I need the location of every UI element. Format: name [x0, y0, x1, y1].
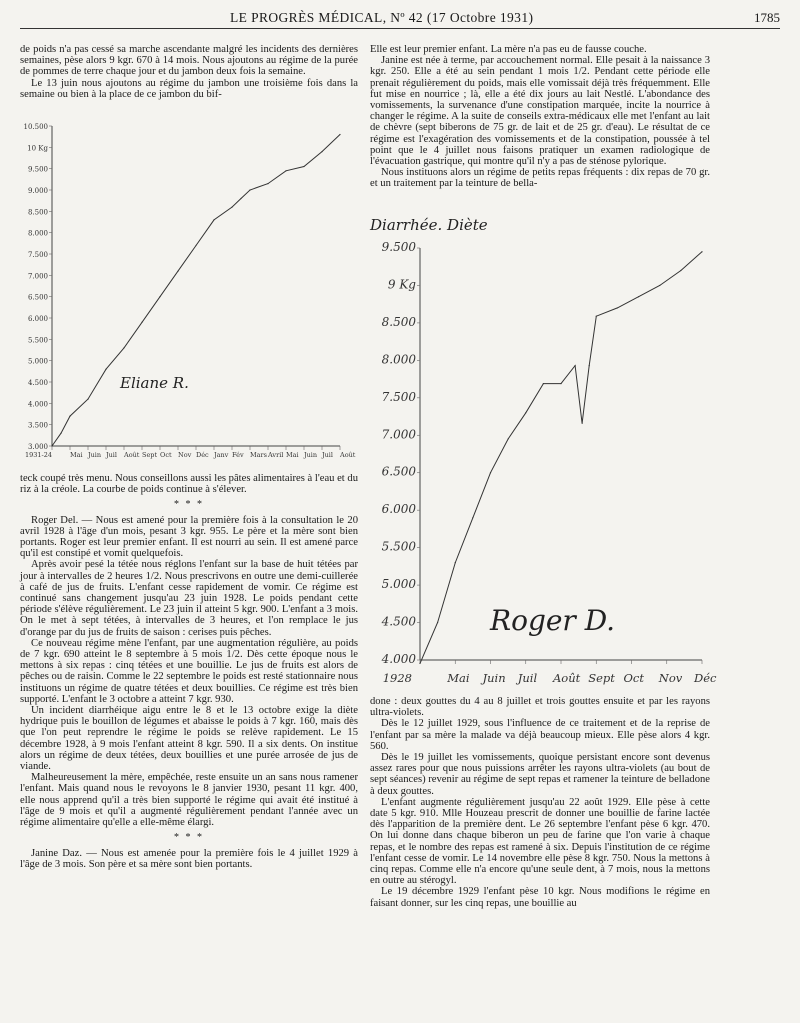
y-tick-label: 5.000 — [27, 357, 48, 366]
paragraph: Un incident diarrhéique aigu entre le 8 et le 13 octobre exige la diète hydrique puis le bouillon de légumes et abaisse le poids à 7 kgr. 160, mais dès que l'on peut reprendre le régime le poids se relève rapidement. Le 15 décembre 1928, à 9 mois l'enfant atteint 8 kgr. 590. Il a six dents. On institue alors un régime de deux tétées, deux bouillies et une purée arrosée de jus de viande. — [20, 705, 358, 773]
weight-curve-line — [420, 252, 702, 664]
weight-point — [525, 412, 526, 413]
y-tick-label: 3.500 — [27, 421, 48, 430]
chart-svg-roger — [370, 216, 717, 692]
y-tick-label: 4.500 — [381, 614, 416, 629]
x-tick-label: Sept — [588, 671, 615, 685]
header-rule — [20, 28, 780, 29]
paragraph: Nous instituons alors un régime de petits repas fréquents : dix repas de 70 gr. et un traitement par la teinture de bella- — [370, 167, 710, 190]
weight-point — [123, 347, 124, 348]
x-tick-label: Juin — [304, 451, 318, 459]
page-number: 1785 — [754, 10, 780, 25]
y-tick-label: 9.000 — [27, 187, 48, 195]
x-tick-label: Mai — [447, 671, 470, 685]
weight-point — [472, 517, 473, 518]
paragraph: done : deux gouttes du 4 au 8 juillet et trois gouttes ensuite et par les rayons ultra-violets. — [370, 696, 710, 719]
x-tick-label: Août — [340, 451, 356, 459]
weight-chart-eliane — [20, 112, 358, 464]
section-separator: * * * — [174, 832, 204, 844]
weight-point — [285, 170, 286, 171]
weight-point — [240, 198, 241, 199]
y-tick-label: 7.000 — [381, 427, 416, 442]
y-tick-label: 8.000 — [381, 352, 416, 367]
x-tick-label: Avril — [268, 451, 284, 459]
paragraph: Malheureusement la mère, empêchée, reste ensuite un an sans nous ramener l'enfant. Mais quand nous le revoyons le 8 janvier 1930, pesant 11 kgr. 400, elle nous apprend qu'il a très bien supporté le régime qui avait été institué à l'âge de 9 mois et qu'il a augmenté régulièrement pendant l'année avec un régime alimentaire qu'elle a elle-même élargi. — [20, 772, 358, 829]
weight-curve-line — [52, 135, 340, 447]
weight-point — [231, 206, 232, 207]
y-tick-label: 5.500 — [381, 539, 416, 554]
weight-point — [177, 270, 178, 271]
patient-label: Eliane R. — [120, 374, 189, 392]
y-tick-label: 10.500 — [23, 123, 48, 131]
weight-point — [560, 383, 561, 384]
weight-point — [543, 383, 544, 384]
x-tick-label: Sept — [142, 451, 158, 459]
x-tick-label: Mars — [250, 451, 267, 459]
paragraph: Le 13 juin nous ajoutons au régime du jambon une troisième fois dans la semaine ou bien à la place de ce jambon du bif- — [20, 77, 358, 100]
running-title: LE PROGRÈS MÉDICAL, Nº 42 (17 Octobre 1931) — [230, 10, 534, 25]
weight-point — [105, 369, 106, 370]
weight-point — [249, 189, 250, 190]
column-left-top — [20, 44, 358, 100]
y-tick-label: 9.500 — [27, 165, 48, 174]
weight-point — [638, 296, 639, 297]
column-right-top — [370, 44, 710, 190]
y-tick-label: 8.500 — [381, 314, 416, 329]
x-tick-label: Mai — [286, 451, 299, 459]
x-tick-label: Juin — [88, 451, 102, 459]
y-tick-label: 5.500 — [27, 336, 48, 345]
y-tick-label: 5.000 — [381, 577, 416, 592]
paragraph: de poids n'a pas cessé sa marche ascendante malgré les incidents des dernières semaines, pèse alors 9 kgr. 670 à 14 mois. Nous ajoutons au régime de la purée de pommes de terre chaque jour et du jambon deux fois la semaine. — [20, 44, 358, 78]
weight-point — [195, 245, 196, 246]
chart-svg-eliane — [20, 112, 358, 464]
x-tick-label: Juin — [482, 671, 506, 685]
weight-point — [69, 416, 70, 417]
x-tick-label: Juil — [517, 671, 538, 685]
y-tick-label: 8.500 — [27, 208, 48, 217]
paragraph: Janine Daz. — Nous est amenée pour la première fois le 4 juillet 1929 à l'âge de 3 mois. Son père et sa mère sont bien portants. — [20, 847, 358, 870]
weight-point — [60, 433, 61, 434]
y-tick-label: 4.500 — [27, 379, 48, 387]
section-separator: * * * — [174, 499, 204, 511]
chart-annotation: Diarrhée. Diète — [370, 216, 488, 234]
y-tick-label: 4.000 — [381, 652, 416, 666]
x-tick-label: Juil — [106, 451, 117, 459]
y-tick-label: 6.500 — [381, 464, 416, 479]
x-tick-label: Nov — [178, 451, 192, 459]
y-tick-label: 8.000 — [27, 229, 48, 238]
x-tick-label: 1931-24 — [24, 451, 52, 459]
weight-point — [419, 663, 420, 664]
y-tick-label: 9 Kg — [387, 277, 416, 292]
x-tick-label: Déc — [694, 671, 717, 685]
y-tick-label: 6.500 — [27, 293, 48, 302]
paragraph: Après avoir pesé la tétée nous réglons l'enfant sur la base de huit tétées par jour à intervalles de 2 heures 1/2. Nous prescrivons en outre une demi-cuillerée à café de jus de fruits. L'enfant cesse rapidement de vomir. Ce régime est continué sans changement jusqu'au 23 juin 1928. Le poids pendant cette période s'élève régulièrement. Le 23 juin il atteint 5 kgr. 900. L'enfant a 3 mois. On le met à sept tétées, à intervalles de 3 heures, et l'on remplace le jus d'orange par du jus de fruits de saison : cerises puis pêches. — [20, 559, 358, 638]
paragraph: Dès le 12 juillet 1929, sous l'influence de ce traitement et de la reprise de l'enfant par sa mère la malade va déjà beaucoup mieux. Elle pèse alors 4 kgr. 560. — [370, 718, 710, 752]
paragraph: Elle est leur premier enfant. La mère n'a pas eu de fausse couche. — [370, 44, 647, 55]
weight-point — [267, 183, 268, 184]
weight-point — [321, 151, 322, 152]
x-tick-label: 1928 — [382, 671, 412, 685]
weight-point — [582, 423, 583, 424]
page-header — [20, 8, 780, 28]
x-tick-label: Fév — [232, 451, 244, 459]
weight-point — [589, 365, 590, 366]
x-tick-label: Août — [553, 671, 581, 685]
x-tick-label: Déc — [196, 451, 209, 459]
weight-point — [303, 166, 304, 167]
x-tick-label: Janv — [214, 451, 229, 459]
paragraph: Ce nouveau régime mène l'enfant, par une augmentation régulière, au poids de 7 kgr. 690 atteint le 8 septembre à 5 mois 1/2. Dès cette époque nous le mettons à six repas : cinq tétées et une bouillie. Le jus de fruits est alors de pêches ou de raisin. Comme le 22 septembre le poids est resté stationnaire nous instituons un régime de quatre tétées et deux bouillies. Ce régime est très bien supporté. L'enfant le 3 octobre a atteint 7 kgr. 930. — [20, 637, 358, 705]
x-tick-label: Août — [124, 451, 140, 459]
x-tick-label: Oct — [623, 671, 644, 685]
weight-point — [87, 398, 88, 399]
y-tick-label: 7.500 — [27, 251, 48, 259]
paragraph: Dès le 19 juillet les vomissements, quoique persistant encore sont devenus assez rares pour que nous puissions arrêter les rayons ultra-violets (au bout de sept séances) revenir au régime de sept repas et ramener la teinture de belladone à deux gouttes. — [370, 752, 710, 797]
paragraph: Janine est née à terme, par accouchement normal. Elle pesait à la naissance 3 kgr. 250. Elle a été au sein pendant 1 mois 1/2. Pendant cette période elle prenait régulièrement du poids, mais elle vomissait déjà très fréquemment. Elle fut mise en nourrice ; là, elle a été dix jours au lait Nestlé. L'abondance des vomissements, la survenance d'une constipation marquée, incite la nourrice à changer le régime. A la suite de conseils extra-médicaux elle met l'enfant au lait de chèvre (sept biberons de 75 gr. de lait et de 25 gr. d'eau). Le résultat de ce régime est l'exagération des vomissements et de la constipation, poussée à tel point que le 4 juillet nous faisons pratiquer un examen radiologique de l'évacuation gastrique, qui montre qu'il n'y a pas de sténose pylorique. — [370, 55, 710, 168]
x-tick-label: Oct — [160, 451, 172, 459]
weight-point — [437, 622, 438, 623]
weight-point — [455, 562, 456, 563]
weight-point — [490, 472, 491, 473]
column-left-bottom — [20, 473, 358, 870]
y-tick-label: 10 Kg — [27, 144, 48, 153]
x-tick-label: Nov — [658, 671, 683, 685]
paragraph: L'enfant augmente régulièrement jusqu'au 22 août 1929. Elle pèse à cette date 5 kgr. 910. Mlle Houzeau prescrit de donner une bouillie de farine lactée dès l'apparition de la première dent. Le 26 septembre l'enfant pèse 6 kgr. 470. On lui donne dans chaque biberon un peu de farine que l'on varie à chaque repas, et le nombre des repas est ramené à six. Depuis l'institution de ce régime l'enfant cesse de vomir. Le 14 novembre elle pèse 8 kgr. 750. Nous la mettons à cinq repas. Comme elle n'a encore qu'une seule dent, à 7 mois, nous la mettons en outre au stérogyl. — [370, 796, 710, 887]
weight-point — [617, 307, 618, 308]
weight-point — [159, 296, 160, 297]
y-tick-label: 6.000 — [27, 315, 48, 323]
weight-point — [659, 285, 660, 286]
y-tick-label: 7.000 — [27, 272, 48, 281]
weight-point — [575, 365, 576, 366]
paragraph: Roger Del. — Nous est amené pour la première fois à la consultation le 20 avril 1928 à l'âge d'un mois, pesant 3 kgr. 955. Le père et la mère sont bien portants. Roger est leur premier enfant. Il est nourri au sein. Il est amené parce qu'il est constipé et vomit quelquefois. — [20, 514, 358, 560]
y-tick-label: 3.000 — [27, 443, 48, 451]
column-right-bottom — [370, 696, 710, 909]
paragraph: Le 19 décembre 1929 l'enfant pèse 10 kgr. Nous modifions le régime en faisant donner, sur les cinq repas, une bouillie au — [370, 886, 710, 909]
y-tick-label: 9.500 — [381, 240, 416, 254]
y-tick-label: 7.500 — [381, 389, 416, 404]
x-tick-label: Mai — [70, 451, 83, 459]
weight-point — [141, 322, 142, 323]
y-tick-label: 6.000 — [381, 502, 416, 517]
weight-point — [680, 270, 681, 271]
weight-point — [213, 219, 214, 220]
y-tick-label: 4.000 — [27, 400, 48, 409]
x-tick-label: Juil — [322, 451, 333, 459]
weight-point — [508, 438, 509, 439]
weight-point — [596, 316, 597, 317]
weight-chart-roger — [370, 216, 717, 692]
paragraph: teck coupé très menu. Nous conseillons aussi les pâtes alimentaires à l'eau et du riz à la créole. La courbe de poids continue à s'élever. — [20, 473, 358, 496]
weight-point — [51, 445, 52, 446]
patient-label: Roger D. — [490, 604, 616, 637]
weight-point — [701, 251, 702, 252]
weight-point — [339, 134, 340, 135]
